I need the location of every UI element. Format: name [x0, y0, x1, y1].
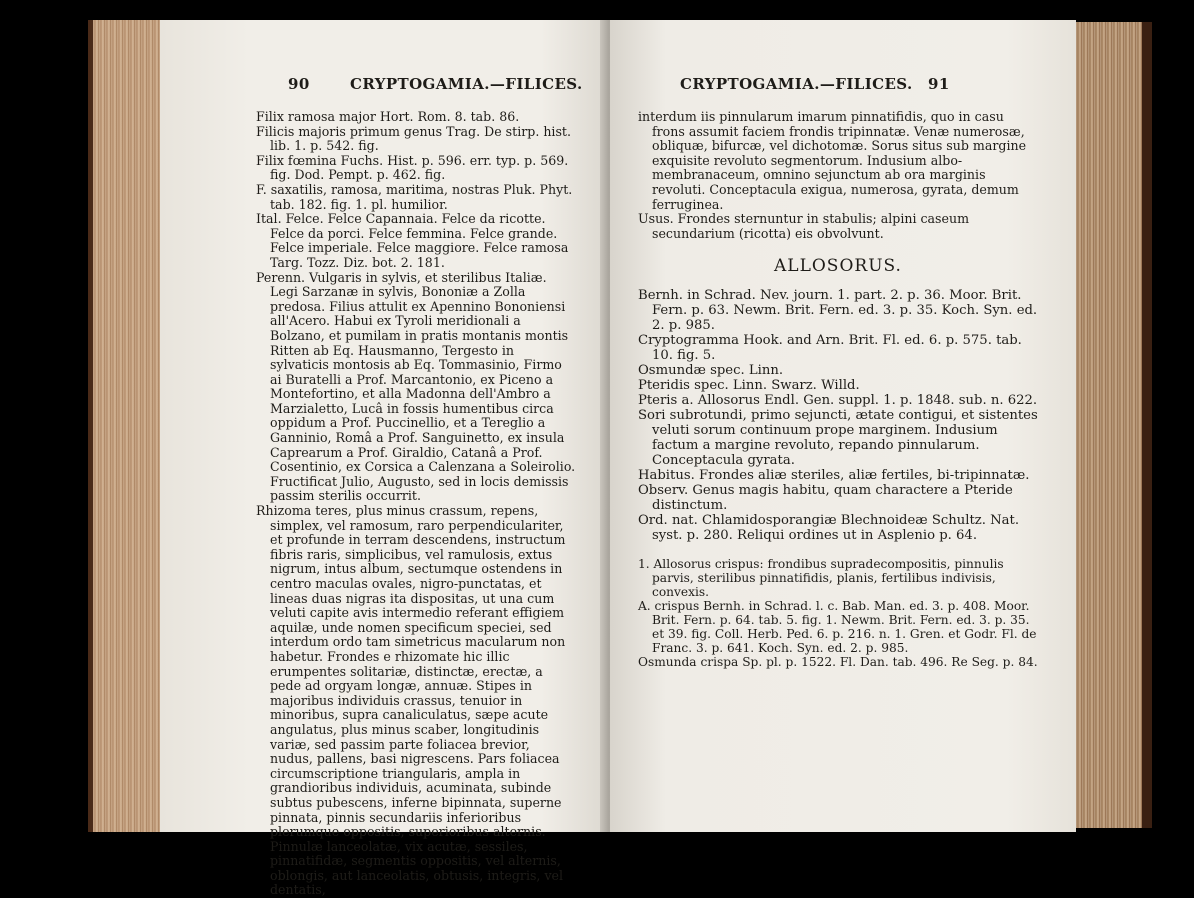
paragraph: Filix fœmina Fuchs. Hist. p. 596. err. typ. p. 569. fig. Dod. Pempt. p. 462. fig. — [256, 152, 569, 183]
species-paragraph: Osmunda crispa Sp. pl. p. 1522. Fl. Dan. tab. 496. Re Seg. p. 84. — [638, 654, 1038, 669]
entry: Observ. Genus magis habitu, quam charactere a Pteride distinctum. — [638, 482, 1013, 513]
genus-entries — [638, 288, 1038, 543]
entry: Cryptogramma Hook. and Arn. Brit. Fl. ed. 6. p. 575. tab. 10. fig. 5. — [638, 332, 1022, 363]
species-paragraph: A. crispus Bernh. in Schrad. l. c. Bab. Man. ed. 3. p. 408. Moor. Brit. Fern. p. 64. tab. 5. fig. 1. Newm. Brit. Fern. ed. 3. p. 35. et 39. fig. Coll. Herb. Ped. 6. p. 216. n. 1. Gren. et Godr. Fl. de Franc. 3. p. 641. Koch. Syn. ed. 2. p. 985. — [638, 598, 1037, 655]
entry: Habitus. Frondes aliæ steriles, aliæ fertiles, bi-tripinnatæ. — [638, 467, 1030, 483]
running-head: CRYPTOGAMIA.—FILICES. — [350, 75, 583, 93]
paragraph: interdum iis pinnularum imarum pinnatifidis, quo in casu frons assumit faciem frondis tripinnatæ. Venæ numerosæ, obliquæ, bifurcæ, vel dichotomæ. Sorus situs sub margine exquisite revoluto segmentorum. Indusium albo-membranaceum, omnino sejunctum ab ora marginis revoluti. Conceptacula exigua, numerosa, gyrata, demum ferruginea. — [638, 109, 1027, 212]
left-text-column — [256, 110, 576, 898]
page-number: 91 — [928, 75, 950, 93]
paragraph: Usus. Frondes sternuntur in stabulis; alpini caseum secundarium (ricotta) eis obvolvunt. — [638, 211, 970, 241]
paragraph: Filicis majoris primum genus Trag. De stirp. hist. lib. 1. p. 542. fig. — [256, 123, 571, 154]
paragraph: Ital. Felce. Felce Capannaia. Felce da ricotte. Felce da porci. Felce femmina. Felce grande. Felce imperiale. Felce maggiore. Felce ramosa Targ. Tozz. Diz. bot. 2. 181. — [256, 211, 569, 270]
left-page-edges — [88, 20, 165, 832]
paragraph: Perenn. Vulgaris in sylvis, et sterilibus Italiæ. Legi Sarzanæ in sylvis, Bononiæ a Zolla predosa. Filius attulit ex Apennino Bononiensi all'Acero. Habui ex Tyroli meridionali a Bolzano, et pumilam in pratis montanis montis Ritten ab Eq. Hausmanno, Tergesto in sylvaticis montosis ab Eq. Tommasinio, Firmo ai Buratelli a Prof. Marcantonio, ex Piceno a Montefortino, et alla Madonna dell'Ambro a Marzialetto, Lucâ in fossis humentibus circa oppidum a Prof. Puccinellio, et a Tereglio a Ganninio, Româ a Prof. Sanguinetto, ex insula Caprearum a Prof. Giraldio, Catanâ a Prof. Cosentinio, ex Corsica a Calenzana a Soleirolio. Fructificat Julio, Augusto, sed in locis demissis passim sterilis occurrit. — [256, 269, 576, 504]
paragraph: Filix ramosa major Hort. Rom. 8. tab. 86. — [256, 109, 520, 124]
right-page-edges — [1076, 22, 1152, 828]
right-page — [610, 20, 1076, 832]
entry: Sori subrotundi, primo sejuncti, ætate contigui, et sistentes veluti sorum continuum prope marginem. Indusium factum a margine revoluto, repando pinnularum. Conceptacula gyrata. — [638, 407, 1038, 468]
entry: Pteridis spec. Linn. Swarz. Willd. — [638, 377, 860, 393]
right-text-column — [638, 110, 1038, 669]
page-number: 90 — [288, 75, 310, 93]
paragraph: F. saxatilis, ramosa, maritima, nostras Pluk. Phyt. tab. 182. fig. 1. pl. humilior. — [256, 181, 573, 212]
entry: Pteris a. Allosorus Endl. Gen. suppl. 1. p. 1848. sub. n. 622. — [638, 392, 1038, 408]
section-title: ALLOSORUS. — [774, 256, 902, 277]
left-page — [160, 20, 608, 898]
entry: Bernh. in Schrad. Nev. journ. 1. part. 2. p. 36. Moor. Brit. Fern. p. 63. Newm. Brit. Fern. ed. 3. p. 35. Koch. Syn. ed. 2. p. 985. — [638, 287, 1038, 333]
species-section — [638, 557, 1038, 669]
entry: Ord. nat. Chlamidosporangiæ Blechnoideæ Schultz. Nat. syst. p. 280. Reliqui ordines ut in Asplenio p. 64. — [638, 512, 1020, 543]
species-paragraph: 1. Allosorus crispus: frondibus supradecompositis, pinnulis parvis, sterilibus pinnatifidis, planis, fertilibus indivisis, convexis. — [638, 556, 1004, 599]
running-head: CRYPTOGAMIA.—FILICES. — [680, 75, 913, 93]
entry: Osmundæ spec. Linn. — [638, 362, 784, 378]
paragraph: Rhizoma teres, plus minus crassum, repens, simplex, vel ramosum, raro perpendiculariter, et profunde in terram descendens, instructum fibris raris, simplicibus, vel ramulosis, extus nigrum, intus album, sectumque ostendens in centro maculas ovales, nigro-punctatas, et lineas duas nigras ita dispositas, ut una cum veluti capite avis intermedio referant effigiem aquilæ, unde nomen specificum speciei, sed interdum ordo tam simetricus macularum non habetur. Frondes e rhizomate hic illic erumpentes solitariæ, distinctæ, erectæ, a pede ad orgyam longæ, annuæ. Stipes in majoribus individuis crassus, tenuior in minoribus, supra canaliculatus, sæpe acute angulatus, plus minus scaber, longitudinis variæ, sed passim parte foliacea brevior, nudus, pallens, basi nigrescens. Pars foliacea circumscriptione triangularis, ampla in grandioribus individuis, acuminata, subinde subtus pubescens, inferne bipinnata, superne pinnata, pinnis secundariis inferioribus plerumque oppositis, superioribus alternis. Pinnulæ lanceolatæ, vix acutæ, sessiles, pinnatifidæ, segmentis oppositis, vel alternis, oblongis, aut lanceolatis, obtusis, integris, vel dentatis, — [256, 503, 566, 898]
